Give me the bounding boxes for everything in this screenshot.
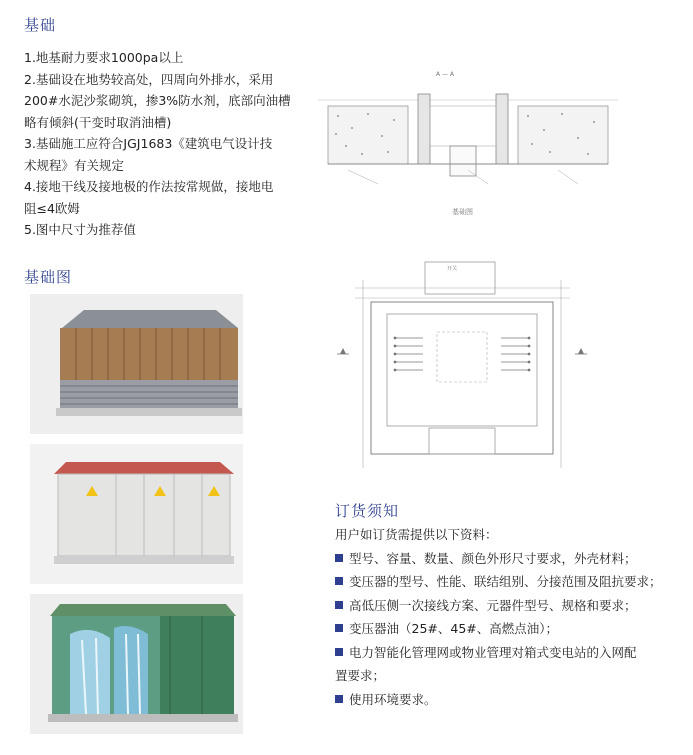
list-item-continuation: 置要求； [335,668,386,683]
foundation-drawing-caption: 基础图 [452,208,473,216]
requirement-line: 阻≤4欧姆 [24,200,80,216]
requirement-line: 2.基础设在地势较高处，四周向外排水，采用 [24,71,274,87]
foundation-plan-drawing [335,258,589,484]
substation-photo-wood [30,294,243,434]
svg-text:开关: 开关 [447,266,458,272]
requirement-line: 200#水泥沙浆砌筑，掺3%防水剂，底部向油槽 [24,93,291,108]
foundation-requirements [24,47,291,241]
list-item: 高低压侧一次接线方案、元器件型号、规格和要求； [335,594,662,618]
requirement-line: 4.接地干线及接地极的作法按常规做，接地电 [24,179,274,194]
ordering-intro: 用户如订货需提供以下资料： [335,527,498,542]
requirement-line: 略有倾斜(干变时取消油槽) [24,114,172,130]
ordering-heading: 订货须知 [335,502,400,520]
square-bullet-icon [335,601,343,609]
list-item: 使用环境要求。 [335,688,662,712]
list-item: 变压器油（25#、45#、高燃点油）； [335,617,662,641]
square-bullet-icon [335,577,343,585]
ordering-list [335,523,662,711]
foundation-section-drawing [318,66,618,226]
substation-photo-white [30,444,243,584]
svg-text:A — A: A — A [436,71,455,78]
substation-photo-painted [30,594,243,734]
list-item: 型号、容量、数量、颜色外形尺寸要求，外壳材料； [335,547,662,571]
list-item: 变压器的型号、性能、联结组别、分接范围及阻抗要求； [335,570,662,594]
foundation-heading: 基础 [24,16,57,34]
list-item: 电力智能化管理网或物业管理对箱式变电站的入网配 [335,641,662,665]
square-bullet-icon [335,648,343,656]
requirement-line: 1.地基耐力要求1000pa以上 [24,50,184,65]
square-bullet-icon [335,624,343,632]
photos-heading: 基础图 [24,268,73,286]
square-bullet-icon [335,554,343,562]
requirement-line: 术规程》有关规定 [24,157,125,173]
requirement-line: 5.图中尺寸为推荐值 [24,222,136,237]
requirement-line: 3.基础施工应符合JGJ1683《建筑电气设计技 [24,136,273,151]
square-bullet-icon [335,695,343,703]
